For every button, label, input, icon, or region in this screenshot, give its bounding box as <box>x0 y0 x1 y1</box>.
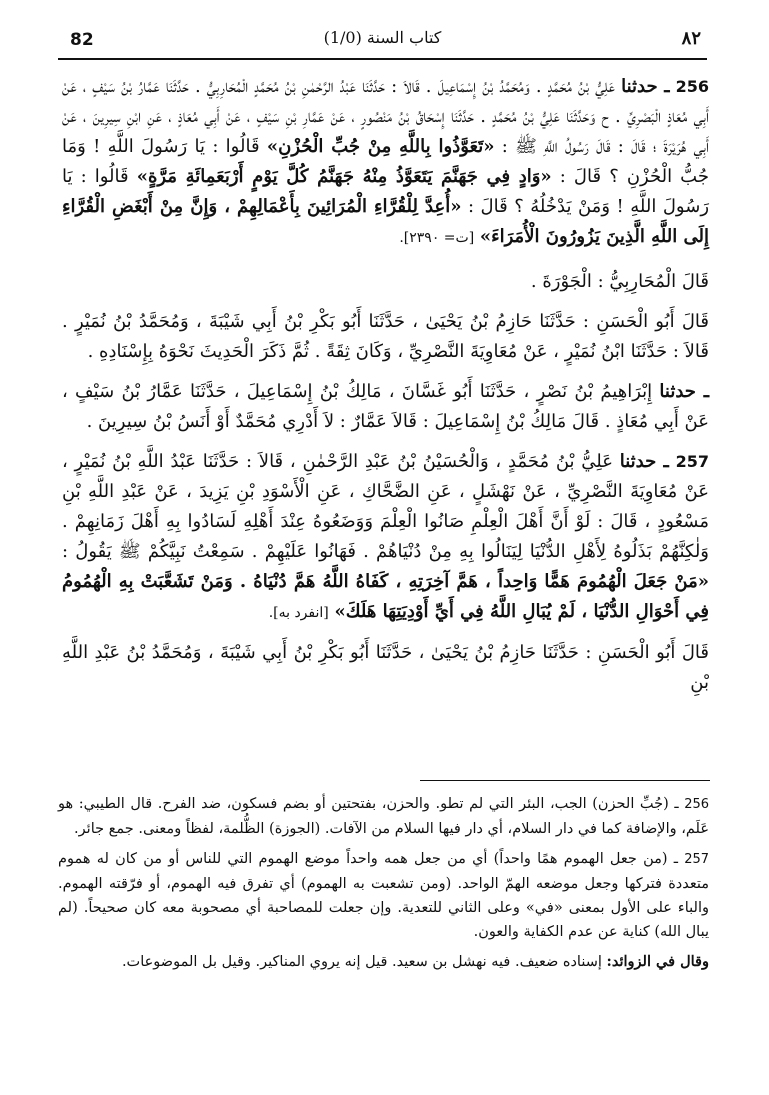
header-rule <box>58 58 707 60</box>
commentary-text: قَالَ الْمُحَارِبِيُّ : الْجَوْرَةَ . <box>530 271 709 292</box>
chain-text: إِبْرَاهِيمُ بْنُ نَصْرٍ ، حَدَّثَنَا أَبُو غَسَّانَ ، مَالِكُ بْنُ إِسْمَاعِيلَ ، حَدَّثَنَا عَمَّارُ بْنُ سَيْفٍ ، عَنْ أَبِي مُعَاذٍ . قَالَ مَالِكُ بْنُ إِسْمَاعِيلَ : قَالاَ عَمَّارٌ : لاَ أَدْرِي مُحَمَّدٌ أَوْ أَنَسُ بْنُ سِيرِينَ . <box>62 381 709 432</box>
chain-text: قَالَ أَبُو الْحَسَنِ : حَدَّثَنَا حَازِمُ بْنُ يَحْيَىٰ ، حَدَّثَنَا أَبُو بَكْرِ بْنُ أَبِي شَيْبَةَ ، وَمُحَمَّدُ بْنُ عَبْدِ اللَّهِ بْنِ <box>62 642 709 693</box>
page-header <box>58 26 707 58</box>
reference: [انفرد به]. <box>268 605 329 621</box>
reference: [ت= ٢٣٩٠]. <box>399 230 475 246</box>
chain-text: عَلِيُّ بْنُ مُحَمَّدٍ . وَمُحَمَّدُ بْنُ إِسْمَاعِيلَ . قَالاَ : حَدَّثَنَا عَبْدُ الرَّحْمٰنِ بْنُ مُحَمَّدٍ الْمُحَارِبِيُّ . حَدَّثَنَا عَمَّارُ بْنُ سَيْفٍ ، عَنْ أَبِي مُعَاذٍ الْبَصْرِيِّ . ح وَحَدَّثَنَا عَلِيُّ بْنُ مُحَمَّدٍ . حَدَّثَنَا إِسْحَاقُ بْنُ مَنْصُورٍ ، عَنْ عَمَّارِ بْنِ سَيْفٍ ، عَنْ أَبِي مُعَاذٍ ، عَنِ ابْنِ سِيرِينَ ، عَنْ أَبِي هُرَيْرَةَ ؛ قَالَ : قَالَ رَسُولُ اللَّهِ ﷺ : <box>62 76 709 157</box>
footnote-rule <box>420 780 710 781</box>
hadith-256 <box>62 72 709 253</box>
book-title: (1/0) كتاب السنة <box>323 28 442 47</box>
hadith-number: 257 <box>675 452 709 471</box>
zawaid-label: وقال في الزوائد: <box>606 953 709 970</box>
page-number-arabic: ٨٢ <box>681 28 701 49</box>
hadith-quote: «وَادٍ فِي جَهَنَّمَ يَتَعَوَّذُ مِنْهُ جَهَنَّمُ كُلَّ يَوْمٍ أَرْبَعَمِائَةِ مَرَّةٍ» <box>136 166 552 187</box>
chain-paragraph <box>62 377 709 437</box>
chain-paragraph <box>62 638 709 698</box>
footnote-number: 257 <box>684 852 710 867</box>
hadith-quote: «تَعَوَّذُوا بِاللَّهِ مِنْ جُبِّ الْحُزْنِ» <box>266 136 495 157</box>
main-text <box>62 72 709 712</box>
chain-lead: ـ حدثنا <box>621 76 670 97</box>
hadith-quote: «مَنْ جَعَلَ الْهُمُومَ هَمًّا وَاحِداً ، هَمَّ آخِرَتِهِ ، كَفَاهُ اللَّهُ هَمَّ دُنْيَاهُ . وَمَنْ تَشَعَّبَتْ بِهِ الْهُمُومُ فِي أَحْوَالِ الدُّنْيَا ، لَمْ يُبَالِ اللَّهُ فِي أَيِّ أَوْدِيَتِهَا هَلَكَ» <box>62 571 709 622</box>
chain-text: قَالَ أَبُو الْحَسَنِ : حَدَّثَنَا حَازِمُ بْنُ يَحْيَىٰ ، حَدَّثَنَا أَبُو بَكْرِ بْنُ أَبِي شَيْبَةَ ، وَمُحَمَّدُ بْنُ نُمَيْرٍ . قَالاَ : حَدَّثَنَا ابْنُ نُمَيْرٍ ، عَنْ مُعَاوِيَةَ النَّصْرِيِّ ، وَكَانَ ثِقَةً . ثُمَّ ذَكَرَ الْحَدِيثَ نَحْوَهُ بِإِسْنَادِهِ . <box>62 311 709 362</box>
footnote-text: ـ (من جعل الهموم همًا واحداً) أي من جعل همه واحداً موضع الهموم التي للناس أو من كان له هموم متعددة فتركها وجعل موضعه الهمّ الواحد. (ومن تشعبت به الهموم) أي تفرق فيه الهموم، أو فرّقته الهموم. والباء على الأول بمعنى «في» وعلى الثاني للتعدية. وإن جعلت للمصاحبة أي مصحوبة معه كان صحيحاً. (لم يبال الله) كناية عن عدم الكفاية والعون. <box>58 851 709 940</box>
chain-lead: ـ حدثنا <box>659 381 709 402</box>
footnote-257 <box>58 847 709 944</box>
page-number-latin: 82 <box>70 30 94 50</box>
narration-text: قَالُوا : يَا رَسُولَ اللَّهِ ! وَمَا جُبُّ الْحُزْنِ ؟ قَالَ : <box>62 136 709 187</box>
hadith-quote: «أُعِدَّ لِلْقُرَّاءِ الْمُرَائِينَ بِأَعْمَالِهِمْ ، وَإِنَّ مِنْ أَبْغَضِ الْقُرَّاءِ إِلَى اللَّهِ الَّذِينَ يَزُورُونَ الْأُمَرَاءَ» <box>62 196 709 247</box>
hadith-number: 256 <box>675 77 709 96</box>
footnote-text: ـ (جُبِّ الحزن) الجب، البئر التي لم تطو. والحزن، بفتحتين أو بضم فسكون، ضد الفرح. قال الطيبي: هو عَلَم، والإضافة كما في دار السلام، أي دار فيها السلام من الآفات. (الجوزة) الظُّلمة، لفظاً ومعنى. جمع جائر. <box>58 796 709 837</box>
footnotes <box>58 792 709 980</box>
zawaid-text: إسناده ضعيف. فيه نهشل بن سعيد. قيل إنه يروي المناكير. وقيل بل الموضوعات. <box>121 954 602 970</box>
commentary-line <box>62 267 709 297</box>
hadith-257 <box>62 447 709 628</box>
chain-lead: ـ حدثنا <box>619 451 669 472</box>
narration-text: قَالُوا : يَا رَسُولَ اللَّهِ ! وَمَنْ يَدْخُلُهُ ؟ قَالَ : <box>62 166 710 217</box>
footnote-256 <box>58 792 709 841</box>
chain-paragraph <box>62 307 709 367</box>
chain-text: عَلِيُّ بْنُ مُحَمَّدٍ ، وَالْحُسَيْنُ بْنُ عَبْدِ الرَّحْمٰنِ ، قَالاَ : حَدَّثَنَا عَبْدُ اللَّهِ بْنُ نُمَيْرٍ ، عَنْ مُعَاوِيَةَ النَّصْرِيِّ ، عَنْ نَهْشَلٍ ، عَنِ الضَّحَّاكِ ، عَنِ الْأَسْوَدِ بْنِ يَزِيدَ ، عَنْ عَبْدِ اللَّهِ بْنِ مَسْعُودٍ ، قَالَ : لَوْ أَنَّ أَهْلَ الْعِلْمِ صَانُوا الْعِلْمَ وَوَضَعُوهُ عِنْدَ أَهْلِهِ لَسَادُوا بِهِ أَهْلَ زَمَانِهِمْ . وَلٰكِنَّهُمْ بَذَلُوهُ لِأَهْلِ الدُّنْيَا لِيَنَالُوا بِهِ مِنْ دُنْيَاهُمْ . فَهَانُوا عَلَيْهِمْ . سَمِعْتُ نَبِيَّكُمْ ﷺ يَقُولُ : <box>62 451 709 562</box>
zawaid-note <box>58 950 709 974</box>
footnote-number: 256 <box>684 797 710 812</box>
